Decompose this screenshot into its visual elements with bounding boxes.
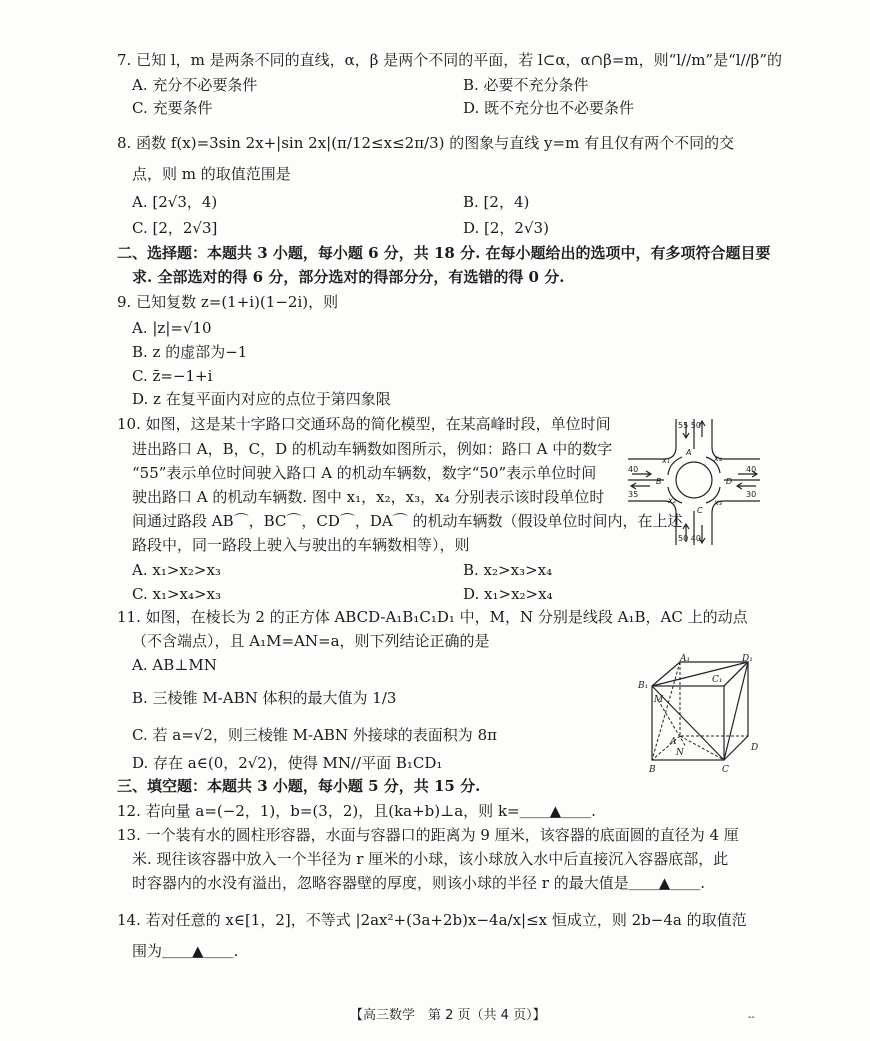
cube-label-d1: D₁ [742, 654, 753, 664]
roundabout-label-d: D [726, 477, 733, 486]
roundabout-label-a: A [686, 448, 692, 457]
roundabout-label-x4: x₄ [714, 454, 722, 463]
q9-option-b: B. z 的虚部为−1 [132, 343, 248, 361]
roundabout-left-top: 40 [628, 465, 639, 474]
q7-option-b: B. 必要不充分条件 [463, 76, 589, 94]
q12-stem: 12. 若向量 a=(−2，1)，b=(3，2)，且(ka+b)⊥a，则 k=＿＿▲＿＿. [117, 802, 596, 820]
q8-option-a: A. [2√3，4) [132, 193, 218, 211]
cube-label-a1: A₁ [680, 654, 691, 664]
cube-label-d: D [751, 743, 759, 753]
section2-heading-line1: 二、选择题：本题共 3 小题，每小题 6 分，共 18 分. 在每小题给出的选项中，有多项符合题目要 [117, 244, 771, 262]
q10-option-b: B. x₂>x₃>x₄ [463, 561, 553, 579]
cube-label-b: B [649, 765, 656, 775]
roundabout-label-c: C [697, 506, 703, 515]
q10-line4: 驶出路口 A 的机动车辆数. 图中 x₁，x₂，x₃，x₄ 分别表示该时段单位时 [132, 488, 605, 506]
q11-option-b: B. 三棱锥 M-ABN 体积的最大值为 1/3 [132, 689, 397, 707]
roundabout-right-bottom: 30 [746, 490, 757, 499]
q9-stem: 9. 已知复数 z=(1+i)(1−2i)，则 [117, 293, 339, 311]
q10-line6: 路段中，同一路段上驶入与驶出的车辆数相等），则 [132, 536, 470, 554]
section3-heading: 三、填空题：本题共 3 小题，每小题 5 分，共 15 分. [117, 777, 481, 795]
q13-line2: 米. 现往该容器中放入一个半径为 r 厘米的小球，该小球放入水中后直接沉入容器底部，此 [132, 850, 729, 868]
q9-option-d: D. z 在复平面内对应的点位于第四象限 [132, 390, 391, 408]
q10-option-d: D. x₁>x₂>x₄ [463, 585, 553, 603]
corner-mark: -- [748, 1012, 755, 1023]
roundabout-left-bottom: 35 [628, 490, 639, 499]
q13-line1: 13. 一个装有水的圆柱形容器，水面与容器口的距离为 9 厘米，该容器的底面圆的直径为 4 厘 [117, 826, 739, 844]
q14-line2: 围为＿＿▲＿＿. [132, 942, 239, 960]
cube-label-n: N [676, 748, 684, 758]
roundabout-label-x1: x₁ [662, 456, 670, 465]
q8-option-b: B. [2，4) [463, 193, 530, 211]
q8-stem-line1: 8. 函数 f(x)=3sin 2x+|sin 2x|(π/12≤x≤2π/3) 的图象与直线 y=m 有且仅有两个不同的交 [117, 134, 735, 152]
q8-option-d: D. [2，2√3) [463, 219, 549, 237]
q9-option-a: A. |z|=√10 [132, 319, 212, 337]
q11-option-a: A. AB⊥MN [132, 656, 217, 674]
q7-option-a: A. 充分不必要条件 [132, 76, 258, 94]
roundabout-label-x2: x₂ [668, 496, 676, 505]
cube-label-b1: B₁ [638, 681, 649, 691]
q11-option-d: D. 存在 a∈(0，2√2)，使得 MN//平面 B₁CD₁ [132, 754, 443, 772]
q7-option-c: C. 充要条件 [132, 99, 213, 117]
q8-stem-line2: 点，则 m 的取值范围是 [132, 165, 291, 183]
q11-line2: （不含端点），且 A₁M=AN=a，则下列结论正确的是 [132, 632, 490, 650]
q10-option-c: C. x₁>x₄>x₃ [132, 585, 222, 603]
cube-label-m: M [654, 695, 664, 705]
cube-label-a: A [670, 737, 677, 747]
roundabout-top-numbers: 55 50 [678, 421, 701, 430]
roundabout-right-top: 40 [746, 465, 757, 474]
q10-line3: “55”表示单位时间驶入路口 A 的机动车辆数，数字“50”表示单位时间 [132, 464, 597, 482]
roundabout-bottom-numbers: 50 40 [678, 534, 701, 543]
page-footer: 【高三数学 第 2 页（共 4 页）】 [350, 1008, 546, 1023]
q14-line1: 14. 若对任意的 x∈[1，2]，不等式 |2ax²+(3a+2b)x−4a/x|≤x 恒成立，则 2b−4a 的取值范 [117, 911, 747, 929]
q7-stem: 7. 已知 l，m 是两条不同的直线，α，β 是两个不同的平面，若 l⊂α，α∩β=m，则“l//m”是“l//β”的 [117, 51, 783, 69]
q11-option-c: C. 若 a=√2，则三棱锥 M-ABN 外接球的表面积为 8π [132, 726, 497, 744]
cube-diagram [636, 652, 764, 778]
roundabout-diagram [624, 417, 764, 547]
q11-line1: 11. 如图，在棱长为 2 的正方体 ABCD-A₁B₁C₁D₁ 中，M，N 分别是线段 A₁B，AC 上的动点 [117, 608, 748, 626]
roundabout-label-b: B [656, 477, 662, 486]
q7-option-d: D. 既不充分也不必要条件 [463, 99, 635, 117]
q10-line5: 间通过路段 AB⌒，BC⌒，CD⌒，DA⌒ 的机动车辆数（假设单位时间内，在上述 [132, 512, 683, 530]
q10-option-a: A. x₁>x₂>x₃ [132, 561, 221, 579]
q8-option-c: C. [2，2√3] [132, 219, 218, 237]
cube-label-c: C [722, 765, 729, 775]
roundabout-label-x3: x₃ [714, 498, 722, 507]
q9-option-c: C. z̄=−1+i [132, 367, 213, 385]
q10-line2: 进出路口 A，B，C，D 的机动车辆数如图所示，例如：路口 A 中的数字 [132, 440, 613, 458]
cube-label-c1: C₁ [712, 675, 723, 685]
q10-line1: 10. 如图，这是某十字路口交通环岛的简化模型，在某高峰时段，单位时间 [117, 415, 611, 433]
q13-line3: 时容器内的水没有溢出，忽略容器壁的厚度，则该小球的半径 r 的最大值是＿＿▲＿＿. [132, 874, 706, 892]
section2-heading-line2: 求. 全部选对的得 6 分，部分选对的得部分分，有选错的得 0 分. [132, 268, 565, 286]
